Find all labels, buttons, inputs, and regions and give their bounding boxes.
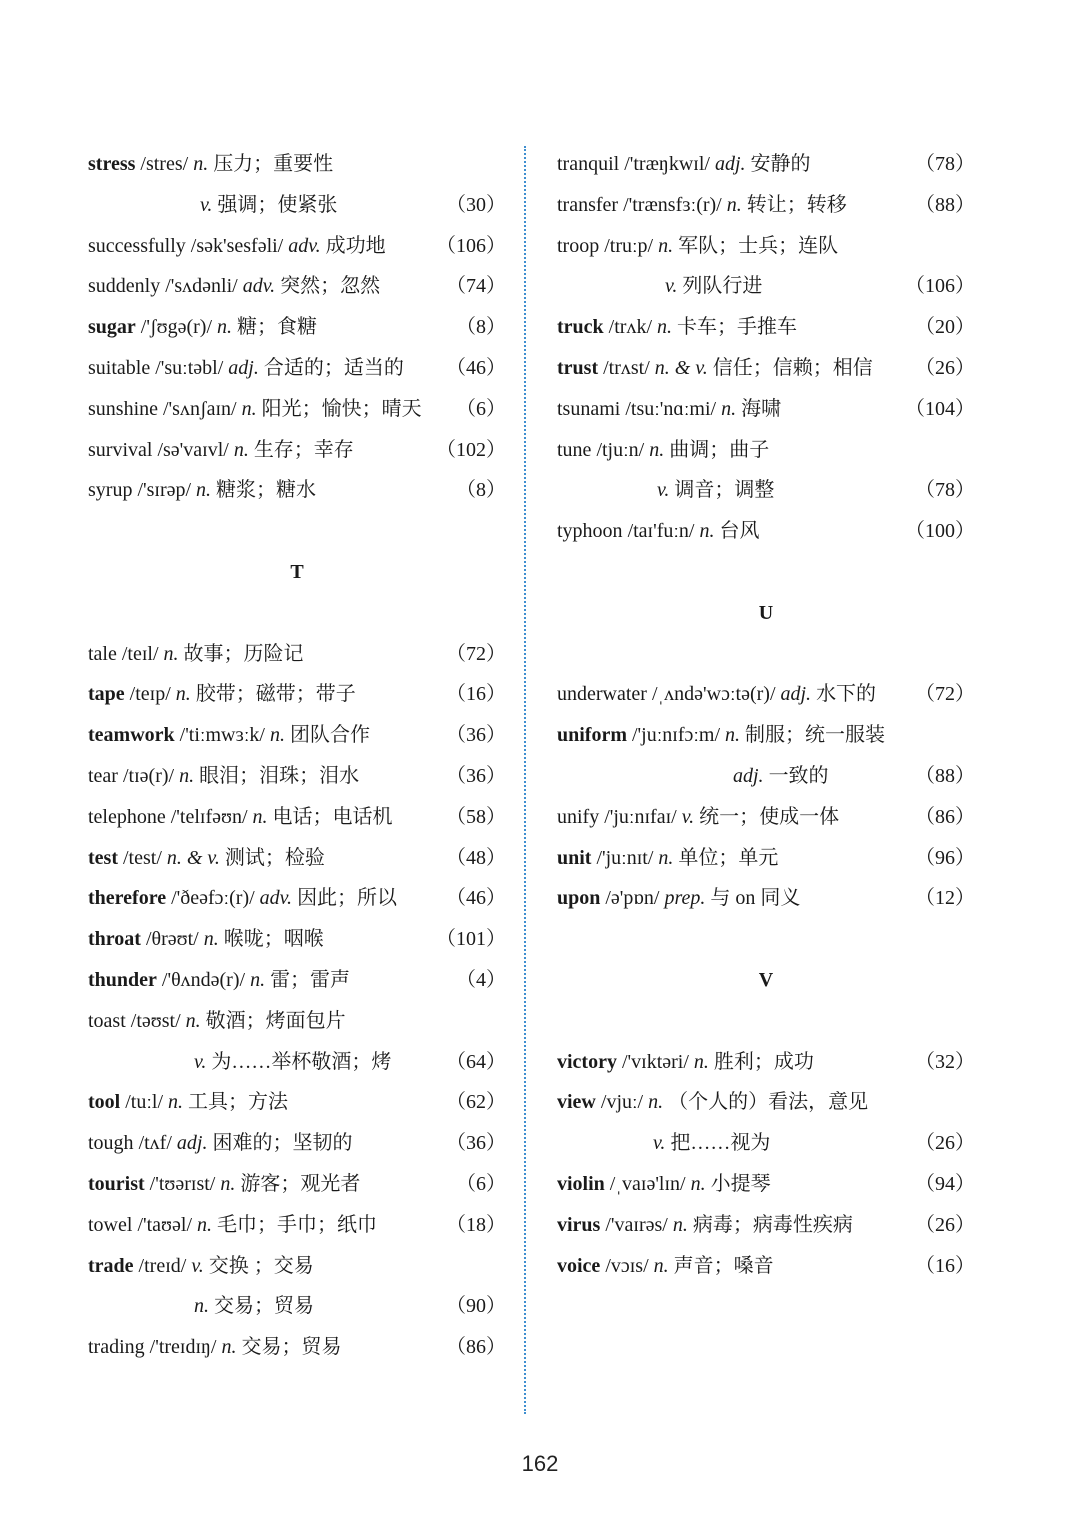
vocab-entry xyxy=(557,430,975,471)
entry-pronunciation: /tuːl/ xyxy=(125,1091,164,1114)
entry-pronunciation: /'juːnɪt/ xyxy=(596,846,654,869)
vocab-entry xyxy=(88,266,506,307)
entry-page-ref: （36） xyxy=(446,724,506,747)
entry-word: throat xyxy=(88,928,141,951)
entry-part-of-speech: n. xyxy=(197,1213,212,1236)
entry-definition: 敬酒；烤面包片 xyxy=(205,1009,346,1032)
entry-word: successfully xyxy=(88,234,186,257)
vocab-entry xyxy=(557,144,975,185)
entry-word: tourist xyxy=(88,1172,145,1195)
entry-word: tough xyxy=(88,1132,134,1155)
entry-page-ref: （64） xyxy=(446,1050,506,1073)
entry-pronunciation: /'vɪktəri/ xyxy=(621,1050,689,1073)
entry-word: view xyxy=(557,1091,596,1114)
entry-part-of-speech: adj. xyxy=(780,683,812,706)
vocab-entry xyxy=(557,1164,975,1205)
entry-word: telephone xyxy=(88,805,166,828)
entry-word: virus xyxy=(557,1213,601,1236)
vocab-entry xyxy=(88,348,506,389)
entry-pronunciation: /'træŋkwɪl/ xyxy=(624,153,710,175)
sub-entry-text xyxy=(88,194,337,216)
entry-part-of-speech: adj. xyxy=(228,356,259,379)
entry-word: toast xyxy=(88,1009,126,1032)
entry-definition: 雷；雷声 xyxy=(270,968,351,991)
entry-part-of-speech: n. xyxy=(163,642,179,665)
entry-part-of-speech: n. xyxy=(185,1009,201,1032)
vocab-entry xyxy=(88,1246,506,1287)
entry-part-of-speech: prep. xyxy=(664,887,706,910)
entry-part-of-speech: n. xyxy=(653,1254,669,1277)
entry-definition: 团队合作 xyxy=(289,724,370,747)
vocab-sub-entry xyxy=(557,1123,975,1164)
spacer xyxy=(88,593,506,634)
entry-page-ref: （8） xyxy=(456,316,506,339)
entry-pronunciation: /'vaɪrəs/ xyxy=(605,1213,668,1236)
entry-part-of-speech: adv. xyxy=(288,234,321,257)
entry-pronunciation: /truːp/ xyxy=(604,234,654,257)
entry-page-ref: （48） xyxy=(446,846,506,869)
entry-definition: 一致的 xyxy=(768,764,829,787)
entry-word: troop xyxy=(557,234,600,257)
entry-page-ref: （96） xyxy=(915,846,975,869)
entry-definition: 水下的 xyxy=(816,683,877,706)
entry-definition: 安静的 xyxy=(750,153,811,175)
entry-page-ref: （16） xyxy=(915,1254,975,1277)
entry-part-of-speech: n. xyxy=(672,1213,688,1236)
vocab-entry xyxy=(88,389,506,430)
entry-pronunciation: /ˌʌndə'wɔːtə(r)/ xyxy=(651,683,776,706)
entry-page-ref: （72） xyxy=(915,683,975,706)
left-column xyxy=(88,144,506,1368)
entry-part-of-speech: n. xyxy=(699,520,715,543)
entry-part-of-speech: v. xyxy=(194,1050,207,1073)
vocab-entry xyxy=(88,144,506,185)
entry-word: tale xyxy=(88,642,117,665)
vocab-sub-entry xyxy=(557,756,975,797)
entry-word: teamwork xyxy=(88,724,175,747)
entry-word: voice xyxy=(557,1254,601,1277)
sub-entry-text xyxy=(557,1132,770,1154)
entry-definition: 曲调；曲子 xyxy=(669,438,770,461)
entry-part-of-speech: n. xyxy=(658,234,674,257)
entry-page-ref: （90） xyxy=(446,1295,506,1318)
entry-definition: 眼泪；泪珠；泪水 xyxy=(199,764,360,787)
vocab-entry xyxy=(557,797,975,838)
vocab-entry xyxy=(557,348,975,389)
entry-definition: 制服；统一服装 xyxy=(745,724,886,747)
entry-page-ref: （106） xyxy=(905,275,975,298)
entry-part-of-speech: adj. xyxy=(733,764,764,787)
entry-part-of-speech: n. xyxy=(269,724,285,747)
entry-pronunciation: /tɪə(r)/ xyxy=(122,764,175,787)
entry-definition: 毛巾；手巾；纸巾 xyxy=(217,1213,377,1236)
vocab-entry xyxy=(557,1042,975,1083)
entry-word: typhoon xyxy=(557,520,623,543)
entry-page-ref: （94） xyxy=(915,1172,975,1195)
vocab-entry xyxy=(557,715,975,756)
page-number: 162 xyxy=(521,1451,559,1476)
entry-part-of-speech: n. xyxy=(721,397,737,420)
entry-page-ref: （101） xyxy=(436,928,506,951)
entry-word: test xyxy=(88,846,118,869)
entry-pronunciation: /taɪ'fuːn/ xyxy=(627,520,695,543)
vocab-entry xyxy=(88,1001,506,1042)
entry-word: suitable xyxy=(88,356,151,379)
entry-part-of-speech: n. & v. xyxy=(654,356,708,379)
spacer xyxy=(557,634,975,675)
entry-page-ref: （102） xyxy=(436,438,506,461)
entry-definition: 喉咙；咽喉 xyxy=(223,928,324,951)
entry-pronunciation: /teɪl/ xyxy=(121,642,159,665)
entry-page-ref: （36） xyxy=(446,764,506,787)
vocab-entry xyxy=(88,838,506,879)
entry-definition: 交易；贸易 xyxy=(241,1336,342,1359)
entry-definition: 压力；重要性 xyxy=(213,153,334,175)
vocab-sub-entry xyxy=(557,266,975,307)
right-column xyxy=(557,144,975,1286)
sub-entry-text xyxy=(557,479,774,501)
sub-entry-text xyxy=(88,1051,391,1073)
vocab-entry xyxy=(557,674,975,715)
vocab-entry xyxy=(88,470,506,511)
entry-pronunciation: /'trænsfɜː(r)/ xyxy=(623,193,722,216)
entry-definition: 与 on 同义 xyxy=(710,887,801,910)
entry-pronunciation: /stres/ xyxy=(140,153,189,175)
entry-pronunciation: /'sʌdənli/ xyxy=(165,275,238,298)
entry-pronunciation: /'juːnɪfaɪ/ xyxy=(604,805,677,828)
entry-page-ref: （30） xyxy=(446,193,506,216)
entry-part-of-speech: n. xyxy=(196,479,212,502)
entry-definition: 糖浆；糖水 xyxy=(216,479,317,502)
entry-definition: 病毒；病毒性疾病 xyxy=(692,1213,853,1236)
entry-pronunciation: /'θʌndə(r)/ xyxy=(161,968,246,991)
vocab-entry xyxy=(88,1205,506,1246)
entry-page-ref: （20） xyxy=(915,316,975,339)
entry-pronunciation: /'sʌnʃaɪn/ xyxy=(163,397,237,420)
entry-part-of-speech: n. xyxy=(233,438,249,461)
vocab-entry xyxy=(557,1082,975,1123)
sub-entry-text xyxy=(88,1295,314,1317)
spacer xyxy=(557,552,975,593)
entry-pronunciation: /test/ xyxy=(122,846,162,869)
entry-definition: 阳光；愉快；晴天 xyxy=(261,397,422,420)
entry-part-of-speech: n. xyxy=(725,724,741,747)
entry-part-of-speech: n. xyxy=(241,397,257,420)
entry-pronunciation: /'juːnɪfɔːm/ xyxy=(632,724,721,747)
entry-part-of-speech: adj. xyxy=(714,153,746,175)
entry-word: uniform xyxy=(557,724,627,747)
vocab-entry xyxy=(557,838,975,879)
entry-page-ref: （12） xyxy=(915,887,975,910)
entry-pronunciation: /sək'sesfəli/ xyxy=(190,234,284,257)
vocab-sub-entry xyxy=(88,185,506,226)
entry-pronunciation: /θrəʊt/ xyxy=(145,928,199,951)
entry-page-ref: （88） xyxy=(915,764,975,787)
entry-word: sunshine xyxy=(88,397,158,420)
entry-definition: 突然；忽然 xyxy=(280,275,381,298)
entry-page-ref: （88） xyxy=(915,193,975,216)
entry-definition: 小提琴 xyxy=(710,1172,771,1195)
entry-page-ref: （46） xyxy=(446,356,506,379)
vocab-entry xyxy=(88,1164,506,1205)
entry-definition: 电话；电话机 xyxy=(272,805,393,828)
vocab-entry xyxy=(88,307,506,348)
entry-part-of-speech: adj. xyxy=(176,1132,208,1155)
vocab-entry xyxy=(557,307,975,348)
entry-part-of-speech: n. xyxy=(649,438,665,461)
entry-definition: （个人的）看法，意见 xyxy=(668,1091,869,1114)
entry-pronunciation: /'treɪdɪŋ/ xyxy=(149,1336,217,1359)
entry-definition: 军队；士兵；连队 xyxy=(678,234,839,257)
entry-pronunciation: /'tʊərɪst/ xyxy=(149,1172,216,1195)
vocab-entry xyxy=(557,1246,975,1287)
entry-definition: 生存；幸存 xyxy=(253,438,354,461)
entry-word: truck xyxy=(557,316,604,339)
entry-definition: 工具；方法 xyxy=(188,1091,289,1114)
entry-word: stress xyxy=(88,153,136,175)
entry-part-of-speech: n. xyxy=(175,683,191,706)
entry-page-ref: （36） xyxy=(446,1132,506,1155)
entry-page-ref: （86） xyxy=(915,805,975,828)
entry-page-ref: （16） xyxy=(446,683,506,706)
vocab-entry xyxy=(88,1123,506,1164)
entry-word: upon xyxy=(557,887,601,910)
entry-word: underwater xyxy=(557,683,647,706)
vocab-sub-entry xyxy=(557,470,975,511)
entry-definition: 胶带；磁带；带子 xyxy=(195,683,356,706)
entry-pronunciation: /teɪp/ xyxy=(129,683,171,706)
entry-pronunciation: /trʌk/ xyxy=(608,316,653,339)
vocab-entry xyxy=(557,389,975,430)
section-letter-heading: T xyxy=(290,560,304,583)
entry-pronunciation: /sə'vaɪvl/ xyxy=(157,438,229,461)
entry-word: therefore xyxy=(88,887,167,910)
entry-definition: 交换 ；交易 xyxy=(208,1254,314,1277)
entry-word: suddenly xyxy=(88,275,161,298)
entry-word: tear xyxy=(88,764,118,787)
entry-word: violin xyxy=(557,1172,605,1195)
entry-part-of-speech: n. xyxy=(658,846,674,869)
entry-definition: 游客；观光者 xyxy=(240,1172,361,1195)
vocab-entry xyxy=(88,674,506,715)
entry-pronunciation: /tjuːn/ xyxy=(596,438,645,461)
entry-pronunciation: /ə'pɒn/ xyxy=(605,887,660,910)
vocab-entry xyxy=(88,1327,506,1368)
entry-word: transfer xyxy=(557,193,619,216)
entry-pronunciation: /'telɪfəʊn/ xyxy=(170,805,248,828)
entry-pronunciation: /'ðeəfɔː(r)/ xyxy=(171,887,255,910)
entry-word: trade xyxy=(88,1254,134,1277)
entry-part-of-speech: n. xyxy=(690,1172,706,1195)
entry-definition: 转让；转移 xyxy=(746,193,847,216)
section-letter-heading: V xyxy=(758,968,774,991)
sub-entry-text xyxy=(557,275,762,297)
entry-word: tranquil xyxy=(557,153,620,175)
entry-word: sugar xyxy=(88,316,136,339)
entry-part-of-speech: v. xyxy=(665,275,678,298)
vocab-sub-entry xyxy=(88,1286,506,1327)
entry-part-of-speech: n. xyxy=(168,1091,184,1114)
entry-definition: 海啸 xyxy=(741,397,782,420)
entry-page-ref: （62） xyxy=(446,1091,506,1114)
entry-page-ref: （78） xyxy=(915,153,975,175)
entry-part-of-speech: adv. xyxy=(259,887,293,910)
entry-page-ref: （18） xyxy=(446,1213,506,1236)
entry-definition: 单位；单元 xyxy=(678,846,779,869)
entry-word: unit xyxy=(557,846,592,869)
vocab-entry xyxy=(88,960,506,1001)
vocab-entry xyxy=(557,185,975,226)
entry-definition: 交易；贸易 xyxy=(214,1295,314,1318)
entry-pronunciation: /'sɪrəp/ xyxy=(137,479,192,502)
entry-page-ref: （74） xyxy=(446,275,506,298)
entry-page-ref: （6） xyxy=(456,1172,506,1195)
vocab-entry xyxy=(88,226,506,267)
entry-part-of-speech: n. xyxy=(193,153,209,175)
entry-part-of-speech: n. xyxy=(194,1295,209,1318)
entry-pronunciation: /trʌst/ xyxy=(603,356,650,379)
entry-page-ref: （8） xyxy=(456,479,506,502)
vocab-entry xyxy=(88,878,506,919)
entry-part-of-speech: n. xyxy=(657,316,673,339)
entry-word: thunder xyxy=(88,968,157,991)
spacer xyxy=(88,511,506,552)
vocab-entry xyxy=(557,878,975,919)
entry-part-of-speech: n. xyxy=(217,316,233,339)
entry-part-of-speech: n. xyxy=(252,805,268,828)
entry-page-ref: （6） xyxy=(456,397,506,420)
vocab-entry xyxy=(88,919,506,960)
section-letter-heading: U xyxy=(758,601,774,624)
sub-entry-text xyxy=(557,765,829,787)
entry-word: tool xyxy=(88,1091,121,1114)
entry-page-ref: （106） xyxy=(436,234,506,257)
vocab-entry xyxy=(557,226,975,267)
entry-pronunciation: /təʊst/ xyxy=(130,1009,181,1032)
entry-definition: 信任；信赖；相信 xyxy=(712,356,873,379)
entry-part-of-speech: v. xyxy=(653,1132,666,1155)
entry-part-of-speech: n. xyxy=(221,1336,237,1359)
entry-part-of-speech: n. xyxy=(203,928,219,951)
entry-part-of-speech: adv. xyxy=(242,275,276,298)
entry-definition: 为……举杯敬酒；烤 xyxy=(211,1050,392,1073)
entry-pronunciation: /tsuː'nɑːmi/ xyxy=(625,397,717,420)
entry-part-of-speech: v. xyxy=(200,193,213,216)
spacer xyxy=(557,1001,975,1042)
entry-pronunciation: /'ʃʊgə(r)/ xyxy=(140,316,213,339)
entry-part-of-speech: v. xyxy=(681,805,695,828)
entry-pronunciation: /'taʊəl/ xyxy=(137,1213,192,1236)
entry-definition: 把……视为 xyxy=(670,1132,771,1155)
entry-definition: 强调；使紧张 xyxy=(217,193,338,216)
entry-part-of-speech: n. xyxy=(693,1050,709,1073)
entry-part-of-speech: n. xyxy=(220,1172,236,1195)
entry-part-of-speech: n. & v. xyxy=(166,846,220,869)
entry-word: trading xyxy=(88,1336,145,1359)
entry-definition: 台风 xyxy=(719,520,760,543)
entry-part-of-speech: n. xyxy=(250,968,266,991)
entry-pronunciation: /treɪd/ xyxy=(138,1254,187,1277)
vocab-entry xyxy=(88,430,506,471)
entry-part-of-speech: n. xyxy=(726,193,742,216)
entry-page-ref: （26） xyxy=(915,356,975,379)
entry-pronunciation: /tʌf/ xyxy=(138,1132,172,1155)
entry-definition: 测试；检验 xyxy=(224,846,325,869)
entry-word: tsunami xyxy=(557,397,621,420)
vocab-entry xyxy=(88,634,506,675)
spacer xyxy=(557,919,975,960)
vocab-entry xyxy=(88,797,506,838)
entry-word: syrup xyxy=(88,479,133,502)
entry-definition: 成功地 xyxy=(325,234,386,257)
entry-word: unify xyxy=(557,805,600,828)
vocab-entry xyxy=(88,715,506,756)
entry-page-ref: （32） xyxy=(915,1050,975,1073)
entry-pronunciation: /vɔɪs/ xyxy=(605,1254,649,1277)
entry-definition: 故事；历险记 xyxy=(183,642,304,665)
entry-word: trust xyxy=(557,356,599,379)
entry-word: tape xyxy=(88,683,125,706)
entry-definition: 因此；所以 xyxy=(297,887,398,910)
entry-definition: 声音；嗓音 xyxy=(673,1254,774,1277)
vocab-entry xyxy=(557,1205,975,1246)
entry-page-ref: （86） xyxy=(446,1336,506,1359)
column-divider xyxy=(524,146,526,1414)
entry-definition: 困难的；坚韧的 xyxy=(212,1132,353,1155)
entry-page-ref: （104） xyxy=(905,397,975,420)
entry-page-ref: （26） xyxy=(915,1132,975,1155)
entry-page-ref: （4） xyxy=(456,968,506,991)
entry-definition: 列队行进 xyxy=(682,275,763,298)
entry-definition: 卡车；手推车 xyxy=(677,316,798,339)
entry-pronunciation: /ˌvaɪə'lɪn/ xyxy=(609,1172,686,1195)
entry-word: victory xyxy=(557,1050,617,1073)
entry-page-ref: （26） xyxy=(915,1213,975,1236)
entry-definition: 胜利；成功 xyxy=(713,1050,814,1073)
vocab-entry xyxy=(88,1082,506,1123)
vocab-entry xyxy=(557,511,975,552)
entry-part-of-speech: v. xyxy=(191,1254,204,1277)
entry-definition: 糖；食糖 xyxy=(237,316,318,339)
entry-definition: 调音；调整 xyxy=(674,479,775,502)
entry-pronunciation: /vjuː/ xyxy=(600,1091,644,1114)
entry-part-of-speech: n. xyxy=(648,1091,664,1114)
entry-page-ref: （58） xyxy=(446,805,506,828)
entry-page-ref: （100） xyxy=(905,520,975,543)
entry-pronunciation: /'tiːmwɜːk/ xyxy=(179,724,265,747)
entry-pronunciation: /'suːtəbl/ xyxy=(155,356,224,379)
entry-word: tune xyxy=(557,438,592,461)
entry-page-ref: （78） xyxy=(915,479,975,502)
entry-part-of-speech: v. xyxy=(657,479,670,502)
entry-word: towel xyxy=(88,1213,133,1236)
entry-part-of-speech: n. xyxy=(179,764,195,787)
entry-page-ref: （72） xyxy=(446,642,506,665)
vocab-entry xyxy=(88,756,506,797)
entry-definition: 统一；使成一体 xyxy=(699,805,840,828)
entry-word: survival xyxy=(88,438,153,461)
entry-definition: 合适的；适当的 xyxy=(263,356,404,379)
entry-page-ref: （46） xyxy=(446,887,506,910)
vocab-sub-entry xyxy=(88,1042,506,1083)
